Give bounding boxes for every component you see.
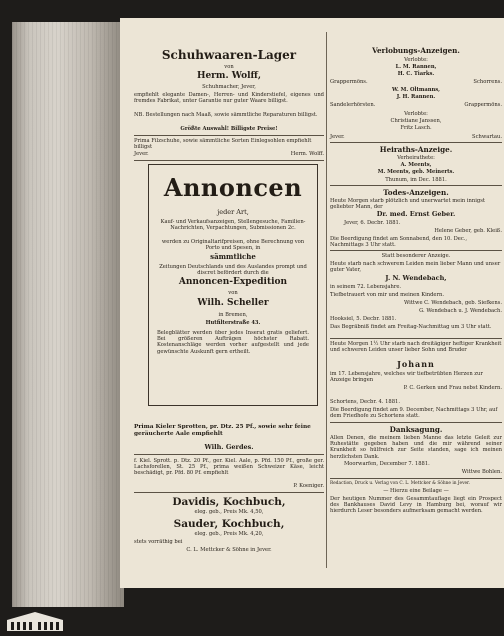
todes-7: in seinem 72. Lebensjahre.: [330, 284, 402, 290]
todes-14: im 17. Lebensjahre, welches wir tiefbetrübten Herzen zur Anzeige bringen: [330, 371, 483, 384]
todes-4: Die Beerdigung findet am Sonnabend, den 10. Dec., Nachmittags 3 Uhr statt.: [330, 236, 468, 249]
sprotten-name: Wilh. Gerdes.: [204, 443, 254, 451]
rule-r6: [330, 478, 502, 479]
todes-5: Statt besonderer Anzeige.: [381, 253, 451, 259]
verlobung-places-2: [330, 102, 502, 108]
davidis-price: eleg. geb., Preis Mk. 4,50,: [194, 509, 264, 515]
heirath-1: A. Meents,: [400, 162, 432, 168]
verlobung-label: Verlobte:: [404, 57, 428, 63]
heirath-title: Heiraths-Anzeige.: [379, 145, 453, 154]
verlobung-place-d: Grappermöns.: [464, 102, 502, 108]
heirath-2: M. Meents, geb. Meinerts.: [377, 169, 455, 175]
verlobung-4: W. M. Oltmanns,: [392, 87, 440, 93]
verlobung-place-e: Jever.: [330, 134, 345, 140]
rule-r2: [330, 185, 502, 186]
annoncen-title: Annoncen: [163, 173, 303, 202]
druck-line: Redaction, Druck u. Verlag von C. L. Mettcker & Söhne in Jever.: [330, 481, 471, 486]
verlobung-5: J. H. Rannen.: [396, 94, 436, 100]
todes-name-3: Johann: [397, 359, 435, 369]
davidis-title: Davidis, Kochbuch,: [172, 496, 286, 508]
annoncen-name: Wilh. Scheller: [197, 298, 269, 308]
rule-3: [134, 454, 324, 455]
schuh-title: Schuhwaaren-Lager: [161, 48, 297, 62]
annoncen-city: in Bremen,: [218, 312, 248, 318]
todes-1: Heute Morgen starb plötzlich und unerwartet mein innigst geliebter Mann, der: [330, 198, 485, 211]
rule-r3: [330, 250, 502, 251]
annoncen-von: von: [228, 290, 238, 296]
dank-text: Allen Denen, die meinem lieben Manne das letzte Geleit zur Ruhestätte gegeben haben und die mir während seiner Krankheit so hülfreich zur Seite standen, sage ich meinen herzlichsten Dank.: [330, 435, 502, 460]
verlobung-8: Fritz Lasch.: [400, 125, 432, 131]
filz-name: Herm. Wolff.: [290, 151, 324, 157]
todes-11: Hooksiel, 5. Decbr. 1881.: [330, 316, 397, 322]
verlobung-place-a: Grappermöns.: [330, 79, 368, 85]
annoncen-line-1: jeder Art,: [217, 208, 249, 216]
dank-title: Danksagung.: [389, 425, 443, 434]
heirath-label: Verheirathete:: [397, 155, 435, 161]
schuh-name: Herm. Wolff,: [196, 71, 262, 81]
todes-15: P. C. Gerken und Frau nebst Kindern.: [403, 385, 502, 391]
dank-name: Wittwe Bohlen.: [461, 469, 502, 475]
rule-1: [134, 135, 324, 136]
todes-2: Jever, 6. Decbr. 1881.: [344, 220, 401, 226]
schuh-text: empfiehlt elegante Damen-, Herren- und Kinderstiefel, eigenes und fremdes Fabrikat, unter Garantie nur guter Waare billigst.: [134, 92, 324, 105]
rule-r4: [330, 338, 502, 339]
verlobung-label-2: Verlobte:: [404, 111, 428, 117]
todes-13: Heute Morgen 1½ Uhr starb nach dreitägiger heftiger Krankheit und schweren Leiden unser lieber Sohn und Bruder: [330, 341, 502, 354]
annoncen-line-2: Kauf- und Verkaufsanzeigen, Stellengesuche, Familien-Nachrichten, Verpachtungen, Submissionen 2c.: [160, 219, 306, 232]
todes-6: Heute starb nach schwerem Leiden mein lieber Mann und unser guter Vater,: [330, 261, 501, 274]
todes-8: Tiefbetrauert von mir und meinen Kindern.: [330, 292, 444, 298]
right-column: [330, 18, 502, 588]
annoncen-line-5: Zeitungen Deutschlands und des Auslandes prompt und discret befördert durch die: [159, 264, 307, 277]
beilage-title: — Hierzu eine Beilage —: [383, 488, 449, 494]
verlobung-2: H. C. Tiarks.: [397, 71, 435, 77]
verlobung-1: L. M. Rannen,: [395, 64, 437, 70]
rule-2: [134, 160, 324, 161]
verlobung-places-1: [330, 79, 502, 85]
heirath-date: Thunum, im Dec. 1881.: [385, 177, 447, 183]
schuh-slogan: Größte Auswahl! Billigste Preise!: [180, 126, 278, 132]
schuh-place: Schuhmacher, Jever,: [202, 84, 256, 90]
stets-name: C. L. Mettcker & Söhne in Jever.: [186, 547, 272, 553]
filz-place: Jever.: [134, 151, 149, 157]
filz-text: Prima Filzschuhe, sowie sämmtliche Sorten Einlegsohlen empfiehlt billigst: [134, 138, 312, 151]
rule-r1: [330, 142, 502, 143]
todes-16: Schortens, Decbr. 4. 1881.: [330, 399, 400, 405]
newspaper-page: [120, 18, 504, 588]
verlobung-title: Verlobungs-Anzeigen.: [372, 46, 460, 55]
dank-place: Moorwarfen, December 7. 1881.: [344, 461, 430, 467]
stets-text: stets vorräthig bei: [134, 539, 183, 545]
rule-4: [134, 492, 324, 493]
verlobung-place-c: Sandelerhörsten.: [330, 102, 376, 108]
left-column: [134, 18, 324, 588]
todes-3: Helene Geber, geb. Kleiß.: [434, 228, 502, 234]
annoncen-line-4: sämmtliche: [210, 252, 256, 261]
filz-footer: [134, 151, 324, 157]
kiel-text: f. Kiel. Sprott. p. Dtz. 20 Pf., ger. Kiel. Aale, p. Pfd. 150 Pf., große ger. Lachsforellen, St. 25 Pf., prima weißen Schweizer Käse, leicht beschädigt, pr. Pfd. 80 Pf. empfiehlt: [134, 458, 324, 477]
verlobung-places-3: [330, 134, 502, 140]
verlobung-place-b: Schorrens.: [473, 79, 502, 85]
schuh-von: von: [224, 64, 234, 70]
todes-9: Wittwe C. Wendebach, geb. Siefkens.: [403, 300, 502, 306]
sauder-title: Sauder, Kochbuch,: [173, 518, 285, 530]
annoncen-street: Hutfilterstraße 43.: [205, 320, 261, 326]
todes-17: Die Beerdigung findet am 9. December, Nachmittags 3 Uhr, auf dem Friedhofe zu Schortens statt.: [330, 407, 498, 420]
kiel-name: P. Koeniger.: [293, 483, 324, 489]
todes-12: Das Begräbniß findet am Freitag-Nachmittag um 3 Uhr statt.: [330, 324, 492, 330]
beilage-text: Der heutigen Nummer des Gesammtauflage liegt ein Prospect des Bankhauses David Levy in Hamburg bei, worauf wir hierdurch Leser besonders aufmerksam gemacht werden.: [330, 496, 502, 515]
rule-r5: [330, 422, 502, 423]
library-building-icon: [6, 610, 64, 632]
todes-name-1: Dr. med. Ernst Geber.: [376, 210, 456, 218]
annoncen-box: [148, 164, 318, 406]
todes-title: Todes-Anzeigen.: [383, 188, 449, 197]
sauder-price: eleg. geb., Preis Mk. 4,20,: [194, 531, 264, 537]
annoncen-line-6: Annoncen-Expedition: [178, 277, 288, 287]
book-page-edges: [12, 22, 124, 607]
annoncen-line-7: Belegblätter werden über jedes Inserat gratis geliefert. Bei größeren Aufträgen höchster Rabatt. Kostenanschläge werden vorher aufgestellt und jede gewünschte Auskunft gern ertheilt.: [157, 330, 309, 355]
todes-name-2: J. N. Wendebach,: [385, 274, 447, 282]
schuh-nb: NB. Bestellungen nach Maaß, sowie sämmtliche Reparaturen billigst.: [134, 112, 318, 118]
annoncen-line-3: werden zu Originaltarifpreisen, ohne Berechnung von Porto und Spesen, in: [161, 239, 305, 252]
todes-10: G. Wendebach u. J. Wendebach.: [419, 308, 502, 314]
column-divider: [326, 32, 327, 568]
verlobung-7: Christiane Janssen,: [390, 118, 442, 124]
verlobung-place-f: Schwartau.: [472, 134, 502, 140]
sprotten-text: Prima Kieler Sprotten, pr. Dtz. 25 Pf., sowie sehr feine geräucherte Aale empfiehlt: [134, 424, 311, 437]
